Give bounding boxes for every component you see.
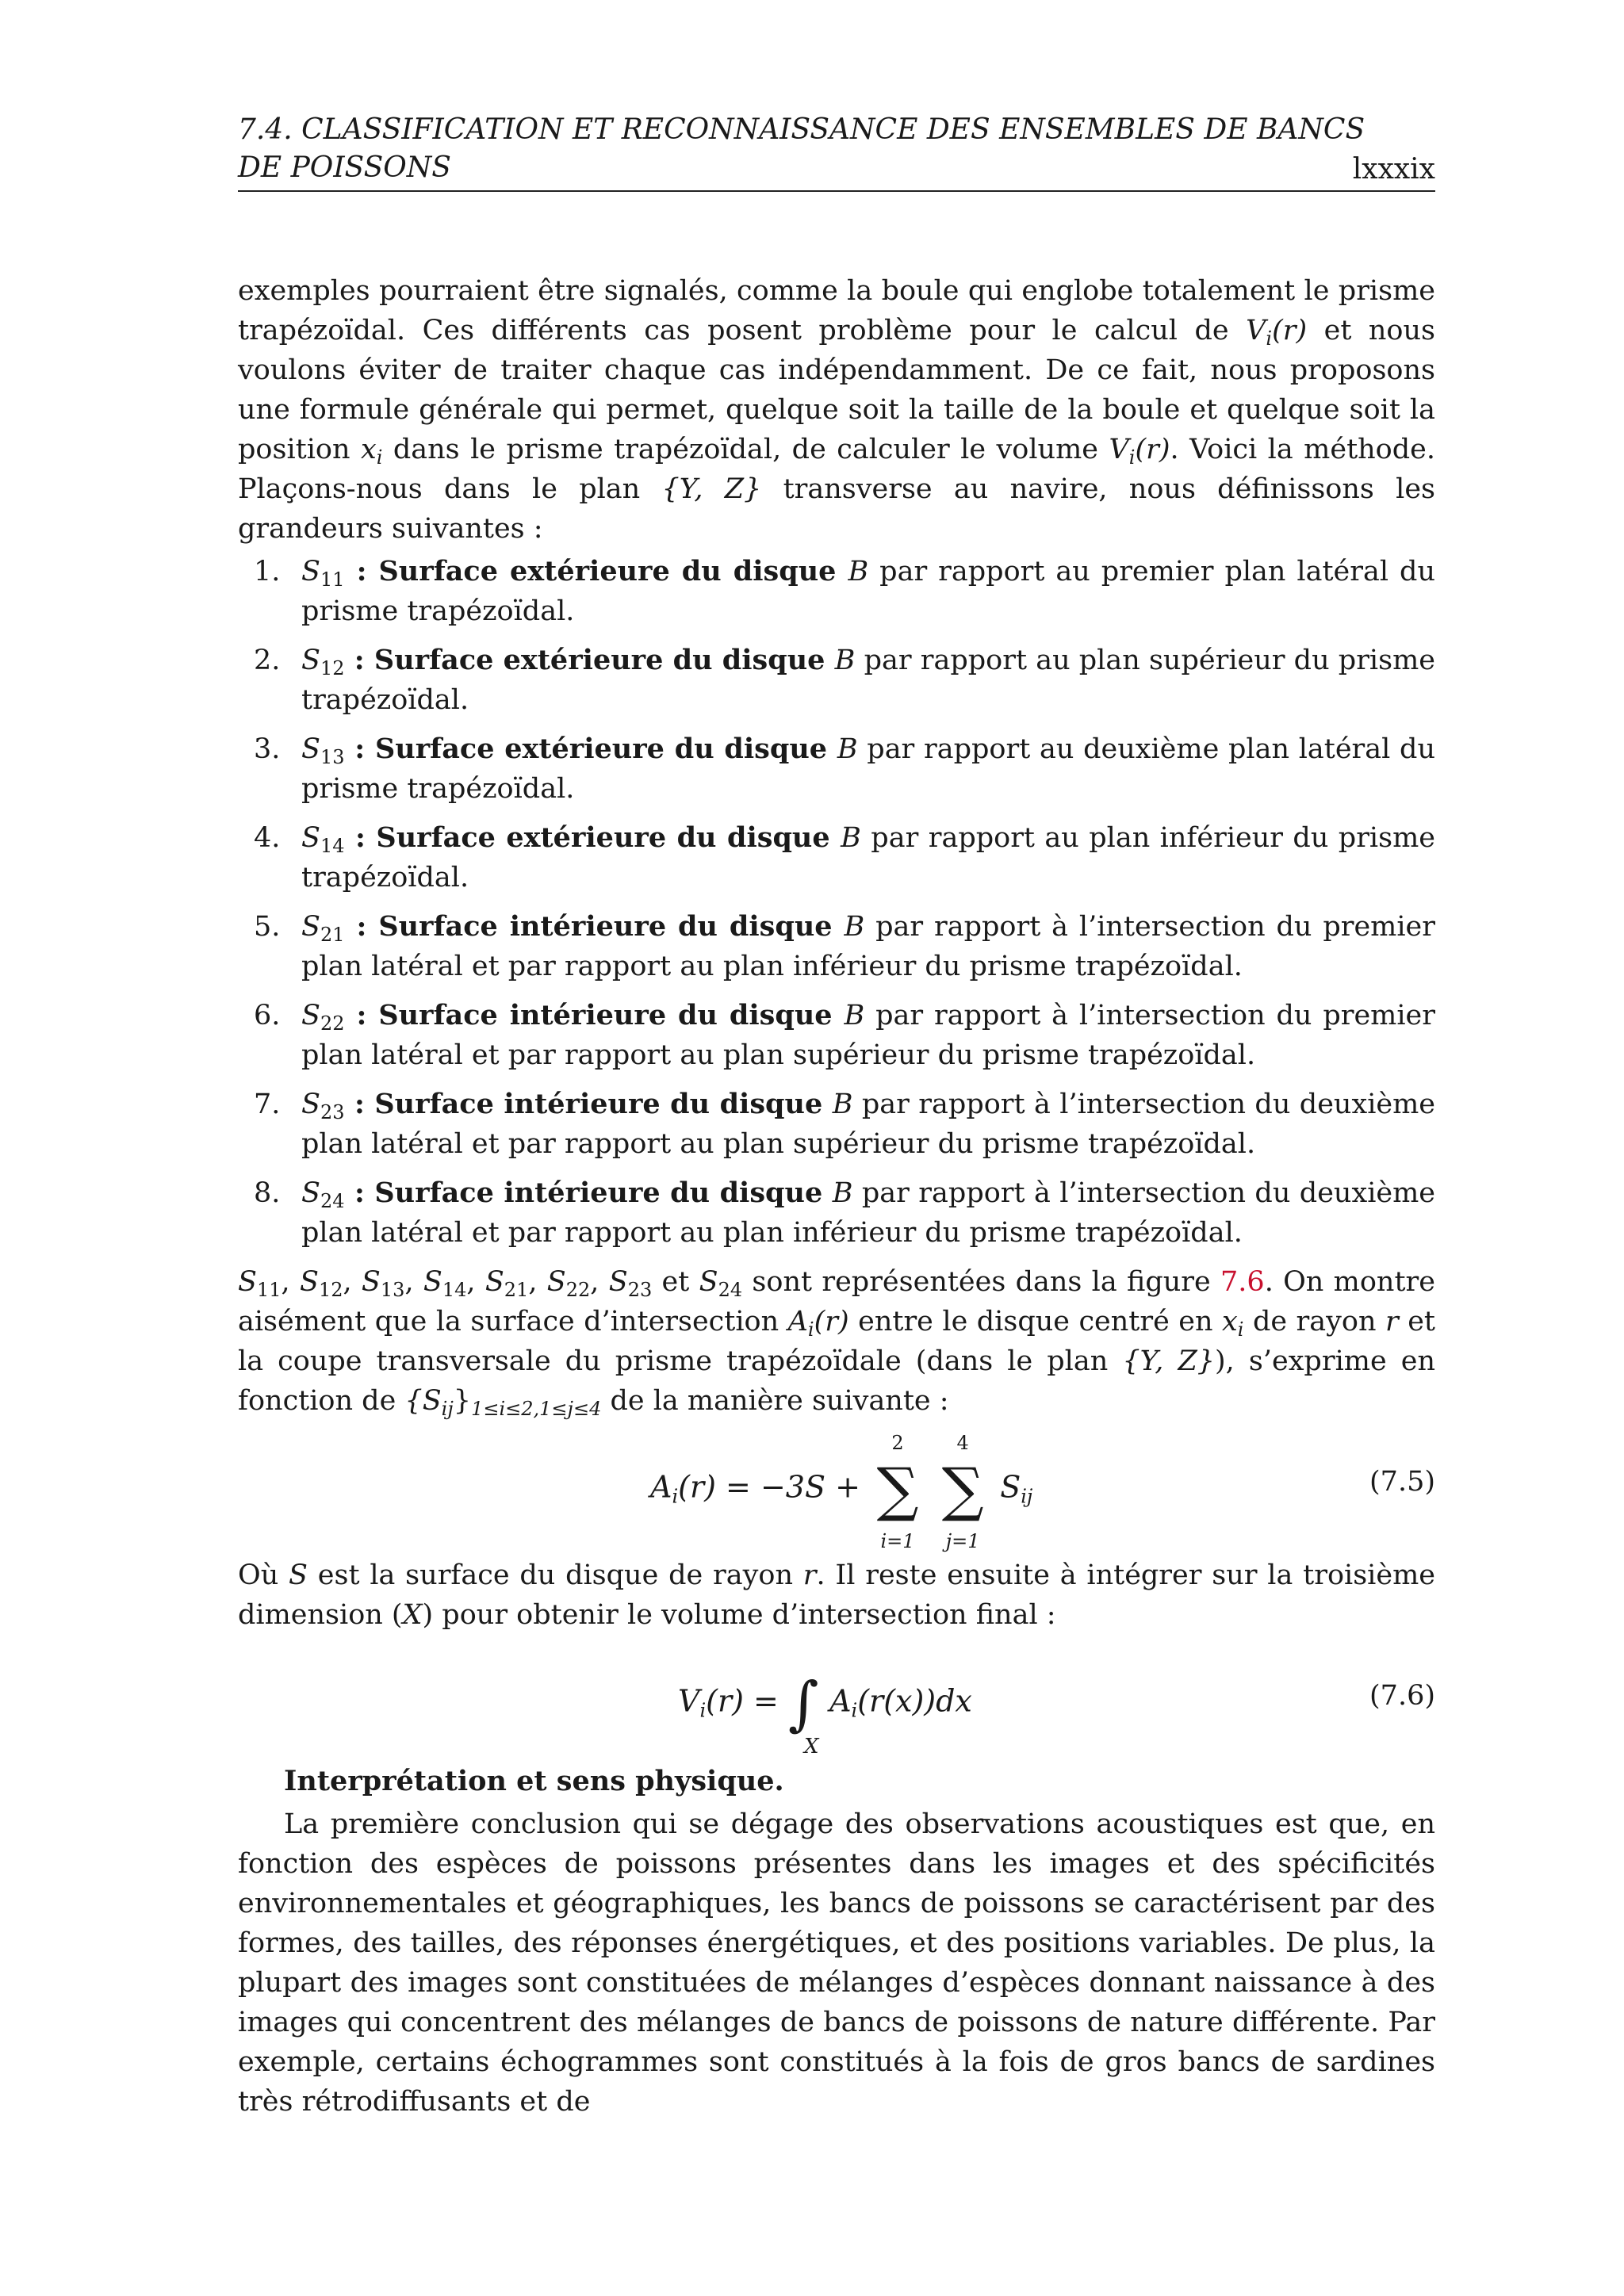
running-header [238, 111, 1435, 192]
summation-symbol: 4 ∑ j=1 [941, 1432, 984, 1552]
equation-7-6: $V_i(r)$ = ∫ X $A_i(r(x))dx$ (7.6) [678, 1670, 1435, 1758]
list-item: 8. $S_{24}$ : Surface intérieure du disque B par rapport à l’intersection du deuxième plan latéral et par rapport au plan inférieur du prisme trapézoïdal. [254, 1177, 1435, 1249]
list-item: 4. $S_{14}$ : Surface extérieure du disque B par rapport au plan inférieur du prisme trapézoïdal. [254, 821, 1435, 894]
section-heading: Interprétation et sens physique. [284, 1765, 784, 1797]
figure-reference-link[interactable]: 7.6 [1220, 1266, 1265, 1298]
document-page [238, 111, 1435, 2122]
list-item: 7. $S_{23}$ : Surface intérieure du disque B par rapport à l’intersection du deuxième plan latéral et par rapport au plan supérieur du prisme trapézoïdal. [254, 1088, 1435, 1160]
after-list-paragraph: $S_{11}$, $S_{12}$, $S_{13}$, $S_{14}$, $S_{21}$, $S_{22}$, $S_{23}$ et $S_{24}$ sont représentées dans la figure 7.6. On montre aisément que la surface d’intersection $A_i(r)$ entre le disque centré en $x_i$ de rayon r et la coupe transversale du prisme trapézoïdale (dans le plan {Y, Z}), s’exprime en fonction de $\{S_{ij}\}_{1\le i\le 2,1\le j\le 4}$ de la manière suivante : [238, 1266, 1435, 1420]
equation-7-5: $A_i(r) = -3S$ + 2 ∑ i=1 4 ∑ j=1 $S_{ij}$ (7.5) [650, 1432, 1435, 1552]
definition-list [238, 552, 1435, 1253]
equation-number: (7.6) [1369, 1680, 1435, 1712]
list-item: 1. $S_{11}$ : Surface extérieure du disque B par rapport au premier plan latéral du prisme trapézoïdal. [254, 555, 1435, 627]
list-item: 2. $S_{12}$ : Surface extérieure du disque B par rapport au plan supérieur du prisme trapézoïdal. [254, 644, 1435, 716]
list-item: 3. $S_{13}$ : Surface extérieure du disque B par rapport au deuxième plan latéral du prisme trapézoïdal. [254, 733, 1435, 805]
header-line-2: DE POISSONS [238, 151, 451, 184]
header-line-1: 7.4. CLASSIFICATION ET RECONNAISSANCE DES ENSEMBLES DE BANCS [238, 113, 1365, 146]
section-body: La première conclusion qui se dégage des observations acoustiques est que, en fonction des espèces de poissons présentes dans les images et des spécificités environnementales et géographiques, les bancs de poissons se caractérisent par des formes, des tailles, des réponses énergétiques, et des positions variables. De plus, la plupart des images sont constituées de mélanges d’espèces donnant naissance à des images qui concentrent des mélanges de bancs de poissons de nature différente. Par exemple, certains échogrammes sont constitués à la fois de gros bancs de sardines très rétrodiffusants et de [238, 1808, 1435, 2118]
summation-symbol: 2 ∑ i=1 [876, 1432, 919, 1552]
integral-symbol: ∫ X [787, 1670, 819, 1758]
list-item: 5. $S_{21}$ : Surface intérieure du disque B par rapport à l’intersection du premier plan latéral et par rapport au plan inférieur du prisme trapézoïdal. [254, 910, 1435, 982]
intro-paragraph: exemples pourraient être signalés, comme la boule qui englobe totalement le prisme trapézoïdal. Ces différents cas posent problème pour le calcul de $V_i(r)$ et nous voulons éviter de traiter chaque cas indépendamment. De ce fait, nous proposons une formule générale qui permet, quelque soit la taille de la boule et quelque soit la position $x_i$ dans le prisme trapézoïdal, de calculer le volume $V_i(r)$. Voici la méthode. Plaçons-nous dans le plan {Y, Z} transverse au navire, nous définissons les grandeurs suivantes : [238, 275, 1436, 545]
page-number: lxxxix [1352, 153, 1435, 186]
list-item: 6. $S_{22}$ : Surface intérieure du disque B par rapport à l’intersection du premier plan latéral et par rapport au plan supérieur du prisme trapézoïdal. [254, 999, 1435, 1071]
equation-number: (7.5) [1369, 1466, 1435, 1498]
middle-paragraph: Où S est la surface du disque de rayon r. Il reste ensuite à intégrer sur la troisième dimension (X) pour obtenir le volume d’intersection final : [238, 1559, 1435, 1631]
